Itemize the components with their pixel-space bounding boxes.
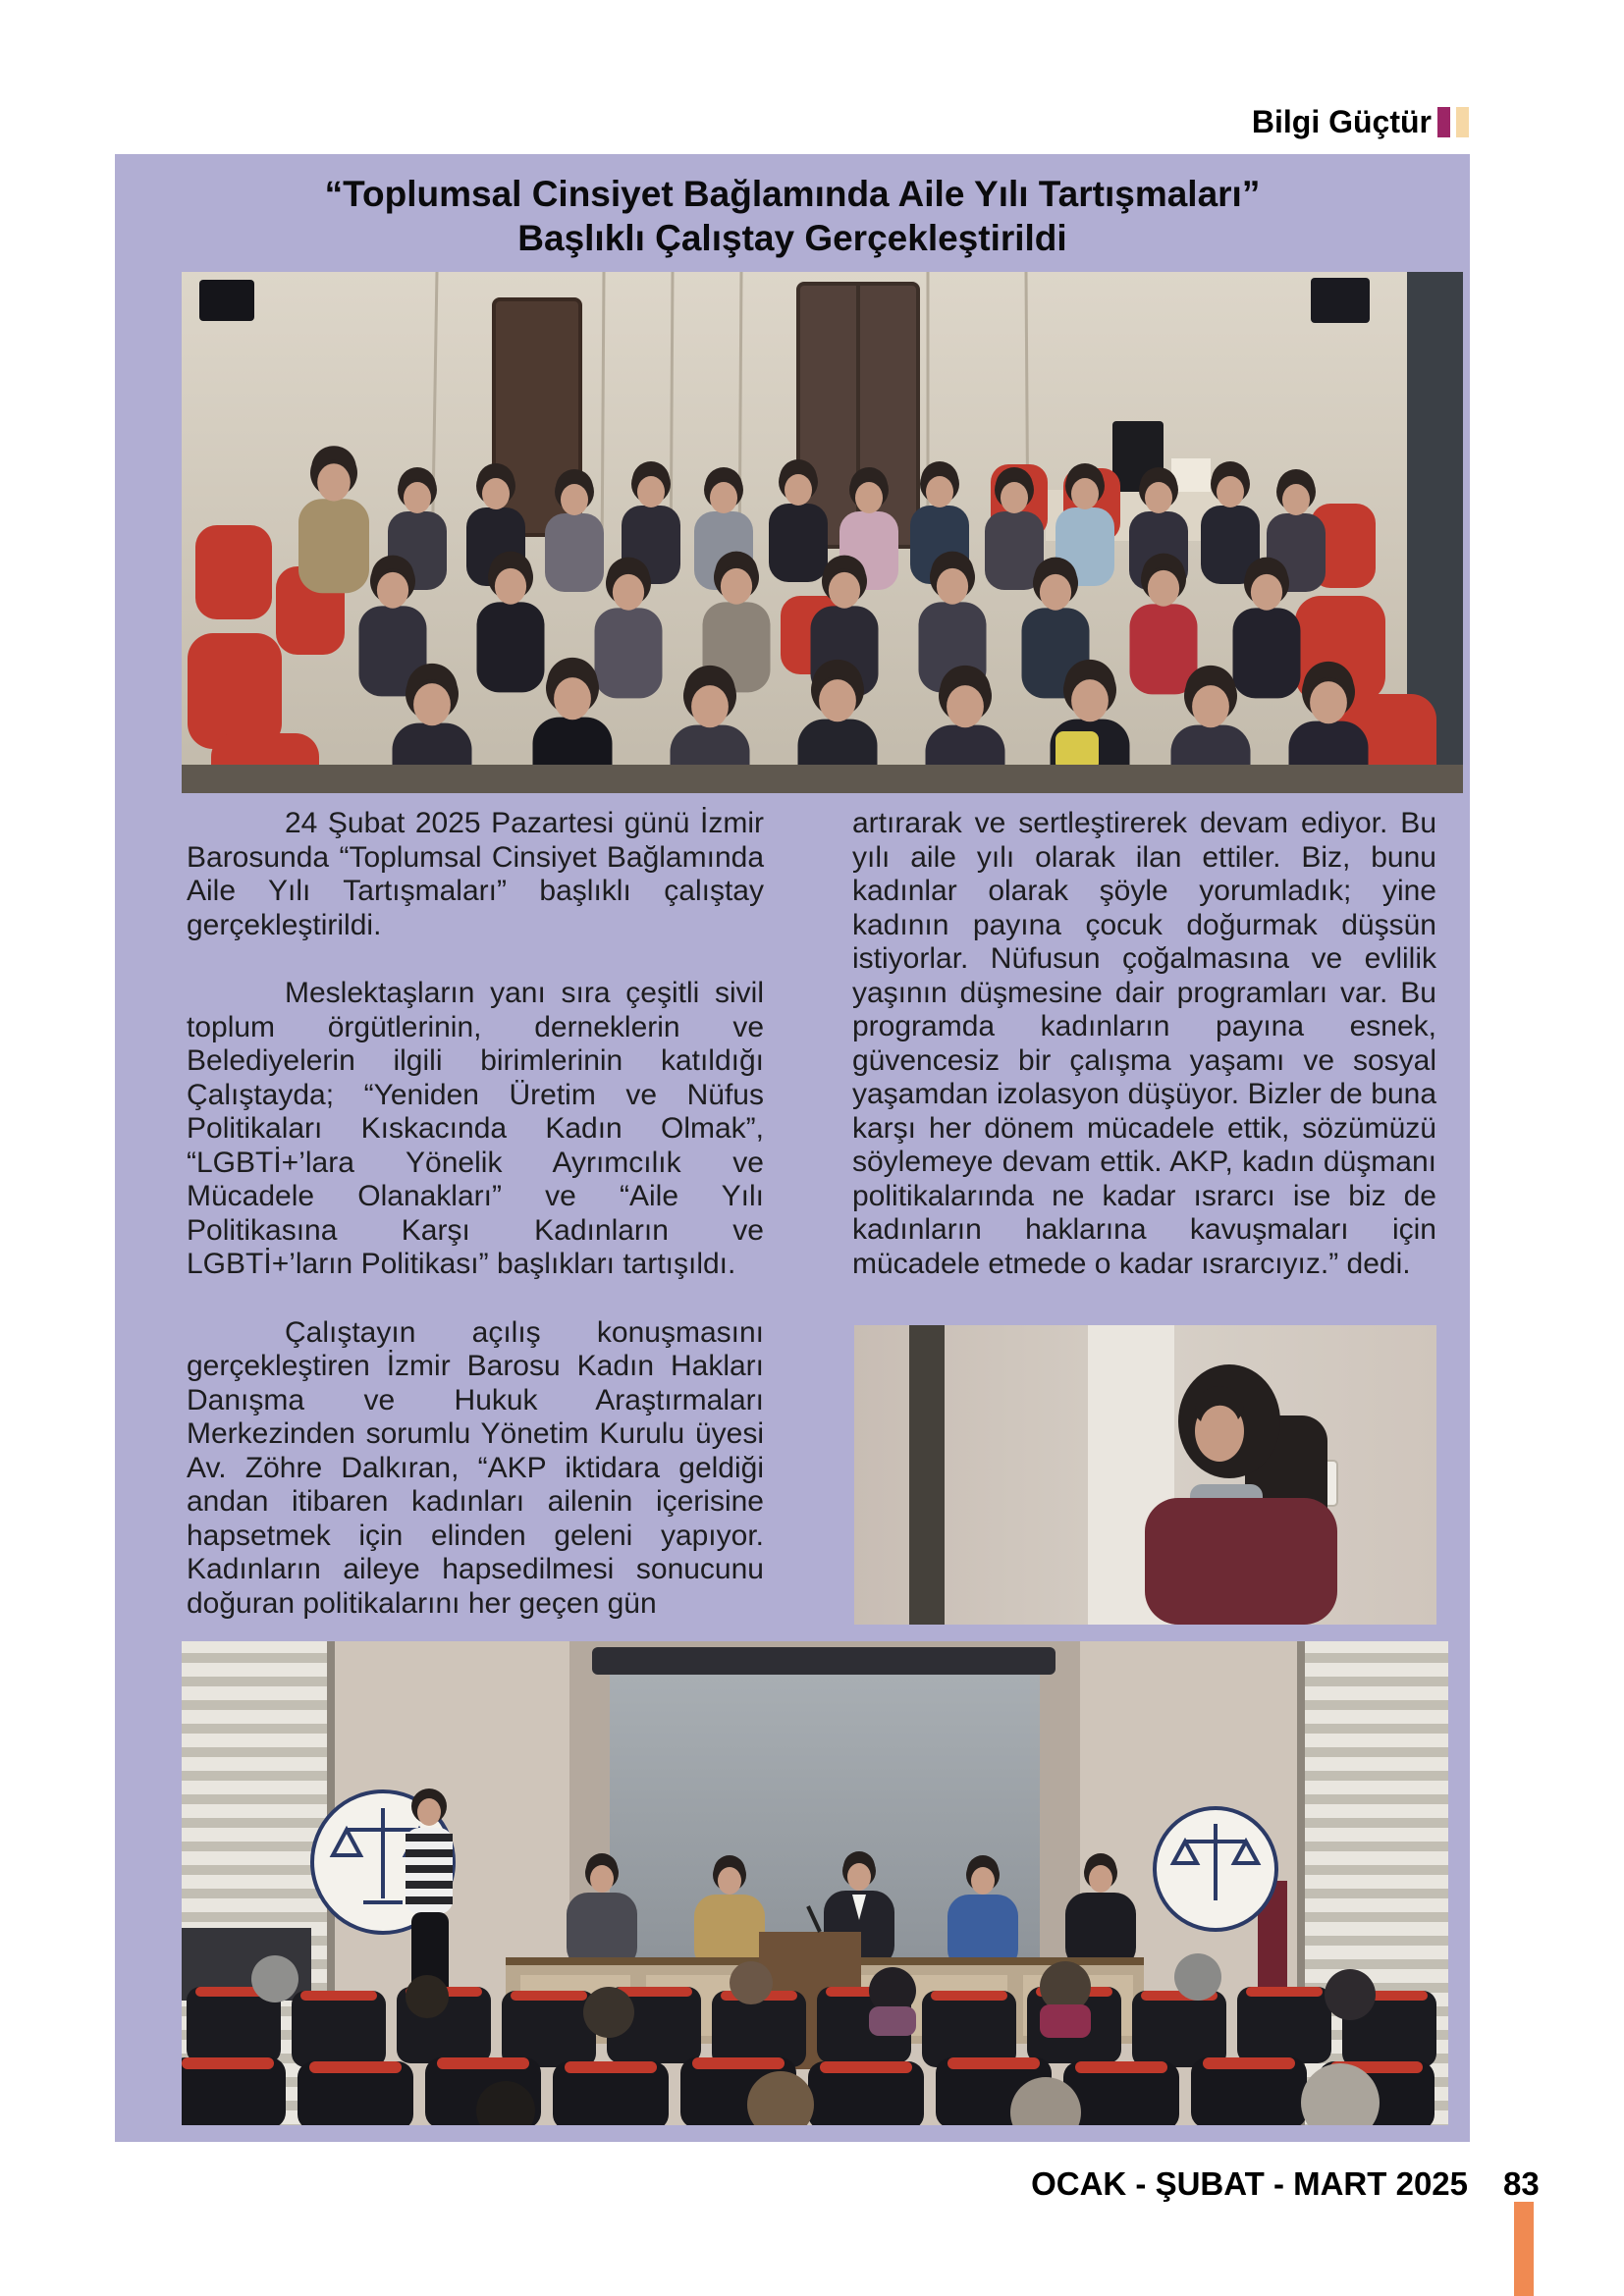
screen-housing: [592, 1647, 1056, 1675]
article-title: [115, 172, 1470, 260]
dark-frame-strip: [909, 1325, 945, 1625]
floor: [182, 765, 1463, 793]
body-column-left: [187, 807, 764, 1621]
article-panel: [115, 154, 1470, 2142]
group-photo-illustration: [182, 272, 1463, 793]
body-column-right: [852, 807, 1436, 1281]
speaker-box: [199, 280, 254, 321]
wall-monitor: [1311, 278, 1370, 323]
paragraph: Meslektaşların yanı sıra çeşitli sivil toplum örgütlerinin, derneklerin ve Belediyelerin ilgili birimlerinin katıldığı Çalıştayda; “Yeniden Üretim ve Nüfus Politikaları Kıskacında Kadın Olmak”, “LGBTİ+’lara Yönelik Ayrımcılık ve Mücadele Olanakları” ve “Aile Yılı Politikasına Karşı Kadınların ve LGBTİ+’ların Politikası” başlıkları tartışıldı.: [187, 977, 764, 1280]
running-header-label: Bilgi Güçtür: [1251, 104, 1432, 139]
page-edge-bar: [1514, 2202, 1534, 2296]
group-photo: [182, 272, 1463, 793]
page-number: 83: [1503, 2165, 1540, 2202]
footer-issue-label: OCAK - ŞUBAT - MART 2025: [1031, 2165, 1468, 2202]
panel-photo: [182, 1641, 1448, 2125]
paragraph: 24 Şubat 2025 Pazartesi günü İzmir Barosunda “Toplumsal Cinsiyet Bağlamında Aile Yılı Tartışmaları” başlıklı çalıştay gerçekleştirildi.: [187, 807, 764, 941]
speaker-photo-illustration: [854, 1325, 1436, 1625]
article-title-line2: Başlıklı Çalıştay Gerçekleştirildi: [517, 218, 1067, 258]
running-header: [1252, 104, 1469, 140]
paragraph: Çalıştayın açılış konuşmasını gerçekleştiren İzmir Barosu Kadın Hakları Danışma ve Hukuk Araştırmaları Merkezinden sorumlu Yönetim Kurulu üyesi Av. Zöhre Dalkıran, “AKP iktidara geldiği andan itibaren kadınları ailenin içerisine hapsetmek için elinden geleni yapıyor. Kadınların aileye hapsedilmesi sonucunu doğuran politikalarını her geçen gün: [187, 1315, 764, 1620]
peach-accent-bar: [1456, 107, 1469, 137]
bar-emblem-right: [1155, 1808, 1276, 1930]
article-title-line1: “Toplumsal Cinsiyet Bağlamında Aile Yılı Tartışmaları”: [324, 174, 1261, 214]
magenta-accent-bar: [1437, 107, 1450, 137]
paragraph: artırarak ve sertleştirerek devam ediyor. Bu yılı aile yılı olarak ilan ettiler. Biz, bunu kadınlar olarak şöyle yorumladık; yine kadının payına çocuk doğurmak düşsün istiyorlar. Nüfusun çoğalmasına ve evlilik yaşının düşmesine dair programları var. Bu programda kadınların payına esnek, güvencesiz bir çalışma yaşamı ve sosyal yaşamdan izolasyon düşüyor. Bizler de buna karşı her dönem mücadele ettik, sözümüzü söylemeye devam ettik. AKP, kadın düşmanı politikalarında ne kadar ısrarcı ise biz de kadınların haklarına kavuşmaları için mücadele etmede o kadar ısrarcıyız.” dedi.: [852, 807, 1436, 1280]
panel-photo-illustration: [182, 1641, 1448, 2125]
speaker-photo: [854, 1325, 1436, 1625]
